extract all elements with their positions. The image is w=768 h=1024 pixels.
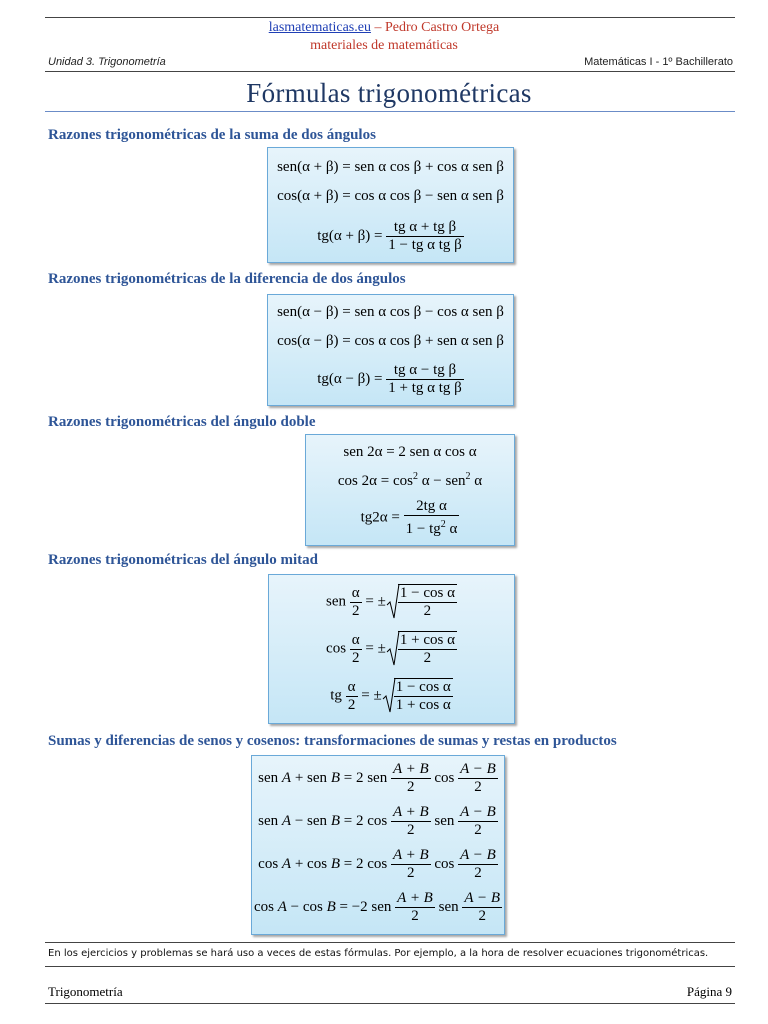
- header-rule: [45, 71, 735, 72]
- section-heading-sum-to-product: Sumas y diferencias de senos y cosenos: transformaciones de sumas y restas en productos: [48, 733, 617, 749]
- footer-rule: [45, 1003, 735, 1004]
- formula-cos-sum: cos(α + β) = cos α cos β − sen α sen β: [277, 188, 504, 204]
- formula-sin-double: sen 2α = 2 sen α cos α: [343, 444, 477, 460]
- formula-cos-diff: cos(α − β) = cos α cos β + sen α sen β: [277, 333, 504, 349]
- formula-box-double: [305, 434, 515, 546]
- site-link[interactable]: lasmatematicas.eu: [268, 20, 371, 35]
- formula-cos-plus-cos: cos A + cos B = 2 cos $\frac{A + B}{2}$ cos $\frac{A - B}{2}$: [258, 847, 496, 881]
- footnote-rule-top: [45, 942, 735, 943]
- page-title: Fórmulas trigonométricas: [246, 78, 532, 108]
- section-heading-half: Razones trigonométricas del ángulo mitad: [48, 552, 318, 568]
- title-underline: [45, 111, 735, 112]
- formula-box-difference: [267, 294, 514, 406]
- formula-sin-sum: sen(α + β) = sen α cos β + cos α sen β: [277, 159, 504, 175]
- formula-tan-diff: tg(α − β) = $\frac{\text{tg α − tg β}}{\text{1 + tg α tg β}}$: [317, 362, 462, 396]
- top-rule: [45, 17, 735, 18]
- footer-chapter: Trigonometría: [48, 984, 123, 999]
- section-heading-double: Razones trigonométricas del ángulo doble: [48, 414, 316, 430]
- formula-sin-plus-sin: sen A + sen B = 2 sen $\frac{A + B}{2}$ cos $\frac{A - B}{2}$: [258, 761, 496, 795]
- formula-sin-minus-sin: sen A − sen B = 2 cos $\frac{A + B}{2}$ sen $\frac{A - B}{2}$: [258, 804, 496, 838]
- formula-tan-double: tg2α = $\frac{\text{2tg α}}{1 - tg^2 \alpha}$: [360, 498, 458, 537]
- site-subtitle: materiales de matemáticas: [310, 38, 458, 53]
- author-name: Pedro Castro Ortega: [384, 20, 500, 35]
- footer-page-number: Página 9: [686, 984, 732, 999]
- formula-box-sum-to-product: [251, 755, 505, 935]
- formula-tan-sum: tg(α + β) = $\frac{\text{tg α + tg β}}{\text{1 − tg α tg β}}$: [317, 219, 462, 253]
- section-heading-sum: Razones trigonométricas de la suma de dos ángulos: [48, 127, 376, 143]
- formula-tan-half: tg $\frac{\alpha}{2}$ = ± $\frac{\text{1 − cos α}}{\text{1 + cos α}}$: [330, 678, 451, 713]
- section-heading-difference: Razones trigonométricas de la diferencia de dos ángulos: [48, 271, 406, 287]
- course-label: Matemáticas I - 1º Bachillerato: [584, 56, 733, 68]
- unit-label: Unidad 3. Trigonometría: [48, 56, 166, 68]
- header-dash: –: [374, 20, 382, 35]
- site-header: [0, 20, 768, 36]
- footnote-rule-bottom: [45, 966, 735, 967]
- formula-sin-half: sen $\frac{\alpha}{2}$ = ± $\frac{\text{1 − cos α}}{2}$: [326, 584, 455, 619]
- formula-cos-half: cos $\frac{\alpha}{2}$ = ± $\frac{\text{1 + cos α}}{2}$: [326, 631, 455, 666]
- formula-box-sum: [267, 147, 514, 263]
- formula-cos-minus-cos: cos A − cos B = −2 sen $\frac{A + B}{2}$ sen $\frac{A - B}{2}$: [253, 890, 501, 924]
- formula-cos-double: $\cos 2\alpha = \cos^2 \alpha - sen^2$ α: [337, 471, 483, 489]
- footnote-text: En los ejercicios y problemas se hará uso a veces de estas fórmulas. Por ejemplo, a la hora de resolver ecuaciones trigonométricas.: [48, 948, 709, 959]
- formula-sin-diff: sen(α − β) = sen α cos β − cos α sen β: [277, 304, 504, 320]
- formula-box-half: [268, 574, 515, 724]
